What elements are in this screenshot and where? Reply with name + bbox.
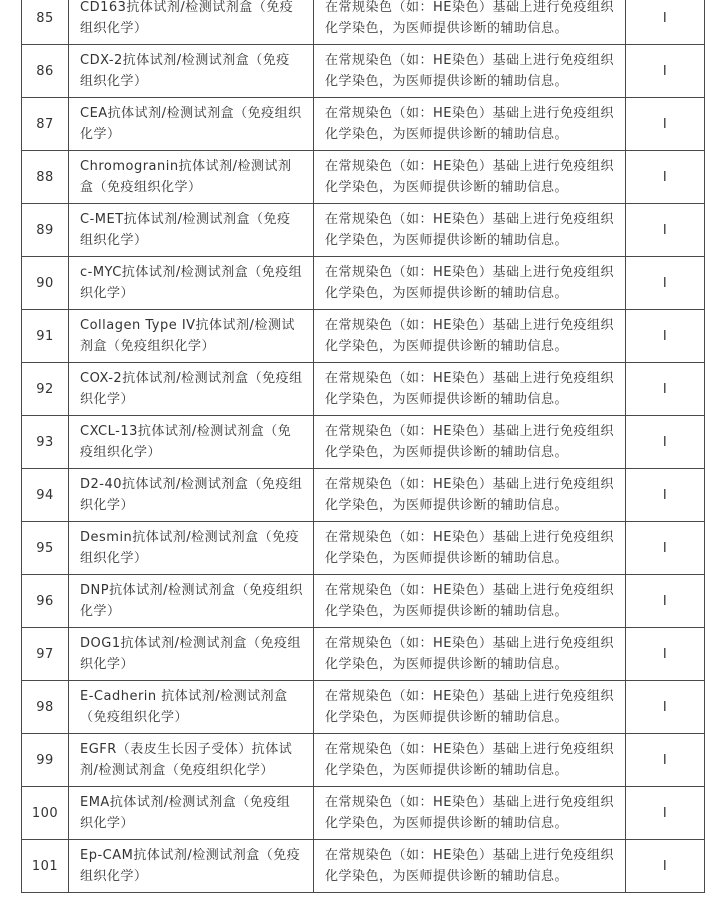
table-row — [22, 469, 705, 522]
intended-use-cell: 在常规染色（如：HE染色）基础上进行免疫组织化学染色，为医师提供诊断的辅助信息。 — [314, 416, 626, 469]
product-name-cell: C-MET抗体试剂/检测试剂盒（免疫组织化学） — [69, 204, 314, 257]
class-cell: I — [626, 98, 705, 151]
class-cell: I — [626, 734, 705, 787]
row-number-cell: 99 — [22, 734, 69, 787]
product-name-cell: CEA抗体试剂/检测试剂盒（免疫组织化学） — [69, 98, 314, 151]
row-number-cell: 100 — [22, 787, 69, 840]
class-cell: I — [626, 628, 705, 681]
intended-use-cell: 在常规染色（如：HE染色）基础上进行免疫组织化学染色，为医师提供诊断的辅助信息。 — [314, 98, 626, 151]
class-cell: I — [626, 204, 705, 257]
product-name-cell: Collagen Type IV抗体试剂/检测试剂盒（免疫组织化学） — [69, 310, 314, 363]
table-row — [22, 98, 705, 151]
product-name-cell: c-MYC抗体试剂/检测试剂盒（免疫组织化学） — [69, 257, 314, 310]
row-number-cell: 101 — [22, 840, 69, 893]
intended-use-cell: 在常规染色（如：HE染色）基础上进行免疫组织化学染色，为医师提供诊断的辅助信息。 — [314, 204, 626, 257]
class-cell: I — [626, 522, 705, 575]
intended-use-cell: 在常规染色（如：HE染色）基础上进行免疫组织化学染色，为医师提供诊断的辅助信息。 — [314, 681, 626, 734]
table-row — [22, 363, 705, 416]
class-cell: I — [626, 681, 705, 734]
product-name-cell: CDX-2抗体试剂/检测试剂盒（免疫组织化学） — [69, 45, 314, 98]
class-cell: I — [626, 469, 705, 522]
product-name-cell: D2-40抗体试剂/检测试剂盒（免疫组织化学） — [69, 469, 314, 522]
table-row — [22, 204, 705, 257]
intended-use-cell: 在常规染色（如：HE染色）基础上进行免疫组织化学染色，为医师提供诊断的辅助信息。 — [314, 363, 626, 416]
intended-use-cell: 在常规染色（如：HE染色）基础上进行免疫组织化学染色，为医师提供诊断的辅助信息。 — [314, 840, 626, 893]
intended-use-cell: 在常规染色（如：HE染色）基础上进行免疫组织化学染色，为医师提供诊断的辅助信息。 — [314, 257, 626, 310]
class-cell: I — [626, 840, 705, 893]
intended-use-cell: 在常规染色（如：HE染色）基础上进行免疫组织化学染色，为医师提供诊断的辅助信息。 — [314, 787, 626, 840]
intended-use-cell: 在常规染色（如：HE染色）基础上进行免疫组织化学染色，为医师提供诊断的辅助信息。 — [314, 734, 626, 787]
table-row — [22, 575, 705, 628]
row-number-cell: 88 — [22, 151, 69, 204]
product-name-cell: EMA抗体试剂/检测试剂盒（免疫组织化学） — [69, 787, 314, 840]
table-row — [22, 0, 705, 45]
table-row — [22, 151, 705, 204]
table-row — [22, 416, 705, 469]
intended-use-cell: 在常规染色（如：HE染色）基础上进行免疫组织化学染色，为医师提供诊断的辅助信息。 — [314, 0, 626, 45]
class-cell: I — [626, 416, 705, 469]
table-row — [22, 787, 705, 840]
row-number-cell: 97 — [22, 628, 69, 681]
class-cell: I — [626, 0, 705, 45]
class-cell: I — [626, 787, 705, 840]
intended-use-cell: 在常规染色（如：HE染色）基础上进行免疫组织化学染色，为医师提供诊断的辅助信息。 — [314, 45, 626, 98]
table-row — [22, 734, 705, 787]
intended-use-cell: 在常规染色（如：HE染色）基础上进行免疫组织化学染色，为医师提供诊断的辅助信息。 — [314, 628, 626, 681]
product-name-cell: CXCL-13抗体试剂/检测试剂盒（免疫组织化学） — [69, 416, 314, 469]
table-row — [22, 310, 705, 363]
row-number-cell: 95 — [22, 522, 69, 575]
class-cell: I — [626, 363, 705, 416]
table-row — [22, 45, 705, 98]
product-name-cell: EGFR（表皮生长因子受体）抗体试剂/检测试剂盒（免疫组织化学） — [69, 734, 314, 787]
table-body — [22, 0, 705, 893]
table-row — [22, 257, 705, 310]
class-cell: I — [626, 310, 705, 363]
table-row — [22, 681, 705, 734]
row-number-cell: 93 — [22, 416, 69, 469]
product-name-cell: Chromogranin抗体试剂/检测试剂盒（免疫组织化学） — [69, 151, 314, 204]
row-number-cell: 89 — [22, 204, 69, 257]
row-number-cell: 96 — [22, 575, 69, 628]
intended-use-cell: 在常规染色（如：HE染色）基础上进行免疫组织化学染色，为医师提供诊断的辅助信息。 — [314, 522, 626, 575]
intended-use-cell: 在常规染色（如：HE染色）基础上进行免疫组织化学染色，为医师提供诊断的辅助信息。 — [314, 469, 626, 522]
row-number-cell: 91 — [22, 310, 69, 363]
product-name-cell: E-Cadherin 抗体试剂/检测试剂盒（免疫组织化学） — [69, 681, 314, 734]
class-cell: I — [626, 257, 705, 310]
row-number-cell: 90 — [22, 257, 69, 310]
product-name-cell: CD163抗体试剂/检测试剂盒（免疫组织化学） — [69, 0, 314, 45]
product-table — [21, 0, 705, 893]
table-row — [22, 840, 705, 893]
product-name-cell: Ep-CAM抗体试剂/检测试剂盒（免疫组织化学） — [69, 840, 314, 893]
row-number-cell: 86 — [22, 45, 69, 98]
intended-use-cell: 在常规染色（如：HE染色）基础上进行免疫组织化学染色，为医师提供诊断的辅助信息。 — [314, 151, 626, 204]
table-row — [22, 628, 705, 681]
row-number-cell: 92 — [22, 363, 69, 416]
product-name-cell: DNP抗体试剂/检测试剂盒（免疫组织化学） — [69, 575, 314, 628]
product-name-cell: COX-2抗体试剂/检测试剂盒（免疫组织化学） — [69, 363, 314, 416]
class-cell: I — [626, 151, 705, 204]
class-cell: I — [626, 575, 705, 628]
table-row — [22, 522, 705, 575]
intended-use-cell: 在常规染色（如：HE染色）基础上进行免疫组织化学染色，为医师提供诊断的辅助信息。 — [314, 310, 626, 363]
product-name-cell: Desmin抗体试剂/检测试剂盒（免疫组织化学） — [69, 522, 314, 575]
row-number-cell: 87 — [22, 98, 69, 151]
product-name-cell: DOG1抗体试剂/检测试剂盒（免疫组织化学） — [69, 628, 314, 681]
row-number-cell: 98 — [22, 681, 69, 734]
row-number-cell: 94 — [22, 469, 69, 522]
row-number-cell: 85 — [22, 0, 69, 45]
intended-use-cell: 在常规染色（如：HE染色）基础上进行免疫组织化学染色，为医师提供诊断的辅助信息。 — [314, 575, 626, 628]
class-cell: I — [626, 45, 705, 98]
